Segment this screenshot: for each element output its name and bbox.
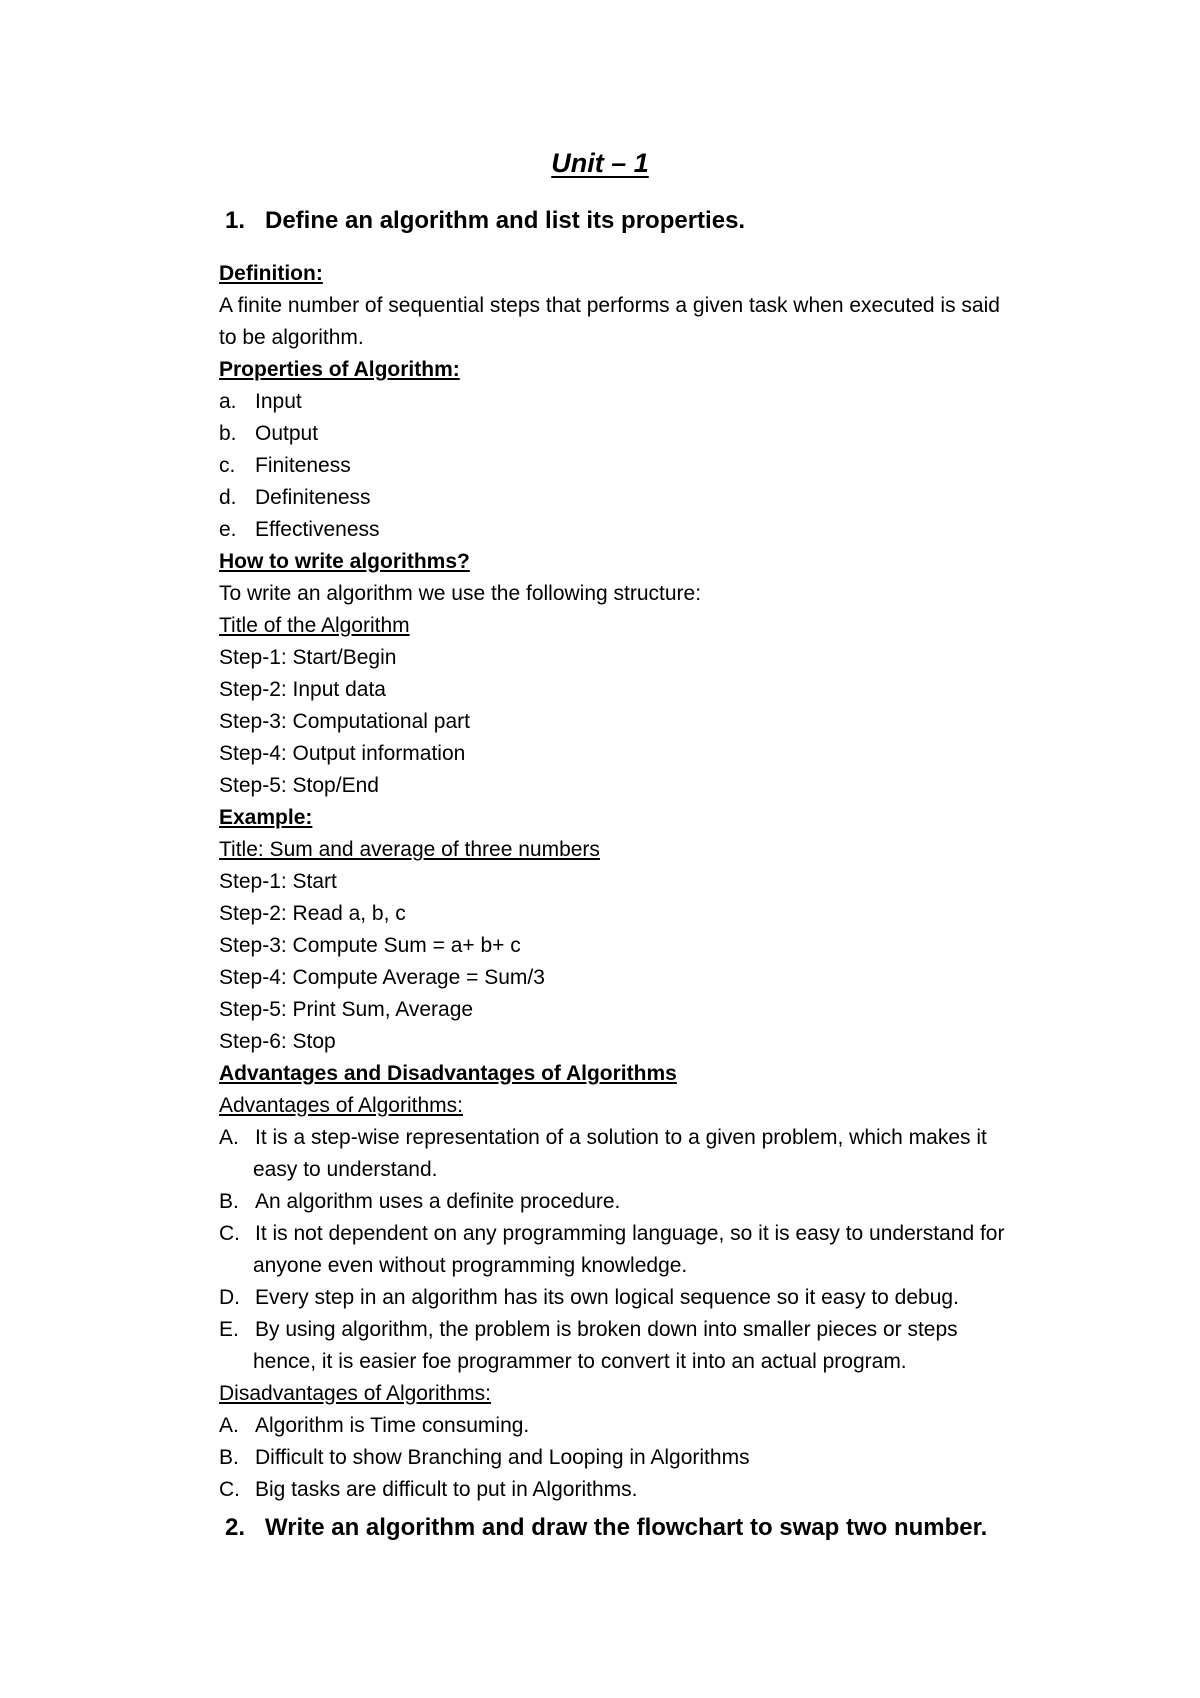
definition-heading: Definition:: [219, 262, 323, 285]
structure-step: Step-1: Start/Begin: [219, 646, 397, 669]
list-text: Output: [255, 422, 319, 445]
example-heading: Example:: [219, 806, 313, 829]
list-marker: c.: [219, 454, 236, 477]
list-text: Every step in an algorithm has its own logical sequence so it easy to debug.: [255, 1286, 959, 1309]
list-text: Difficult to show Branching and Looping in Algorithms: [255, 1446, 750, 1469]
list-text: By using algorithm, the problem is broken down into smaller pieces or steps: [255, 1318, 958, 1341]
question-2-number: 2.: [225, 1514, 246, 1541]
list-marker: C.: [219, 1222, 240, 1245]
list-item: [219, 386, 1079, 418]
question-2-text: Write an algorithm and draw the flowchart to swap two number.: [265, 1514, 988, 1541]
list-marker: d.: [219, 486, 237, 509]
list-marker: B.: [219, 1446, 239, 1469]
structure-step: Step-3: Computational part: [219, 710, 470, 733]
list-text: Input: [255, 390, 302, 413]
structure-step: Step-5: Stop/End: [219, 774, 379, 797]
example-step: Step-1: Start: [219, 870, 337, 893]
disadvantage-item: [219, 1442, 1079, 1474]
list-text: Big tasks are difficult to put in Algorithms.: [255, 1478, 638, 1501]
properties-heading: Properties of Algorithm:: [219, 358, 460, 381]
list-item: [219, 482, 1079, 514]
list-marker: C.: [219, 1478, 240, 1501]
example-step: Step-4: Compute Average = Sum/3: [219, 966, 545, 989]
list-marker: a.: [219, 390, 237, 413]
list-text: Algorithm is Time consuming.: [255, 1414, 530, 1437]
structure-step: Step-2: Input data: [219, 678, 386, 701]
disadvantage-item: [219, 1410, 1079, 1442]
answer-1-body: [219, 258, 1079, 1506]
list-marker: A.: [219, 1126, 239, 1149]
list-marker: D.: [219, 1286, 240, 1309]
advantage-item-continuation: hence, it is easier foe programmer to convert it into an actual program.: [253, 1350, 907, 1373]
example-step: Step-3: Compute Sum = a+ b+ c: [219, 934, 521, 957]
list-text: It is a step-wise representation of a solution to a given problem, which makes it: [255, 1126, 987, 1149]
advantage-item: [219, 1122, 1079, 1154]
example-step: Step-6: Stop: [219, 1030, 336, 1053]
how-to-intro: To write an algorithm we use the following structure:: [219, 582, 702, 605]
advantages-heading: Advantages of Algorithms:: [219, 1094, 463, 1117]
list-text: An algorithm uses a definite procedure.: [255, 1190, 621, 1213]
disadvantage-item: [219, 1474, 1079, 1506]
question-1-text: Define an algorithm and list its properties.: [265, 207, 746, 234]
list-text: It is not dependent on any programming language, so it is easy to understand for: [255, 1222, 1005, 1245]
question-1: [225, 207, 745, 235]
list-marker: B.: [219, 1190, 239, 1213]
advantage-item: [219, 1218, 1079, 1250]
list-marker: E.: [219, 1318, 239, 1341]
list-item: [219, 418, 1079, 450]
structure-step: Step-4: Output information: [219, 742, 466, 765]
list-text: Finiteness: [255, 454, 351, 477]
advantage-item-continuation: anyone even without programming knowledge.: [253, 1254, 688, 1277]
how-to-heading: How to write algorithms?: [219, 550, 470, 573]
question-1-number: 1.: [225, 207, 246, 234]
example-step: Step-2: Read a, b, c: [219, 902, 406, 925]
advantage-item: [219, 1282, 1079, 1314]
list-text: Effectiveness: [255, 518, 380, 541]
advantage-item: [219, 1186, 1079, 1218]
advantage-item: [219, 1314, 1079, 1346]
unit-title: Unit – 1: [551, 148, 649, 178]
question-2: [225, 1514, 987, 1542]
list-text: Definiteness: [255, 486, 371, 509]
definition-line: to be algorithm.: [219, 326, 364, 349]
how-to-title-label: Title of the Algorithm: [219, 614, 410, 637]
disadvantages-heading: Disadvantages of Algorithms:: [219, 1382, 491, 1405]
definition-line: A finite number of sequential steps that performs a given task when executed is said: [219, 294, 1000, 317]
list-marker: A.: [219, 1414, 239, 1437]
list-item: [219, 514, 1079, 546]
example-step: Step-5: Print Sum, Average: [219, 998, 474, 1021]
list-item: [219, 450, 1079, 482]
adv-disadv-heading: Advantages and Disadvantages of Algorithms: [219, 1062, 677, 1085]
list-marker: e.: [219, 518, 237, 541]
list-marker: b.: [219, 422, 237, 445]
advantage-item-continuation: easy to understand.: [253, 1158, 438, 1181]
example-title: Title: Sum and average of three numbers: [219, 838, 600, 861]
